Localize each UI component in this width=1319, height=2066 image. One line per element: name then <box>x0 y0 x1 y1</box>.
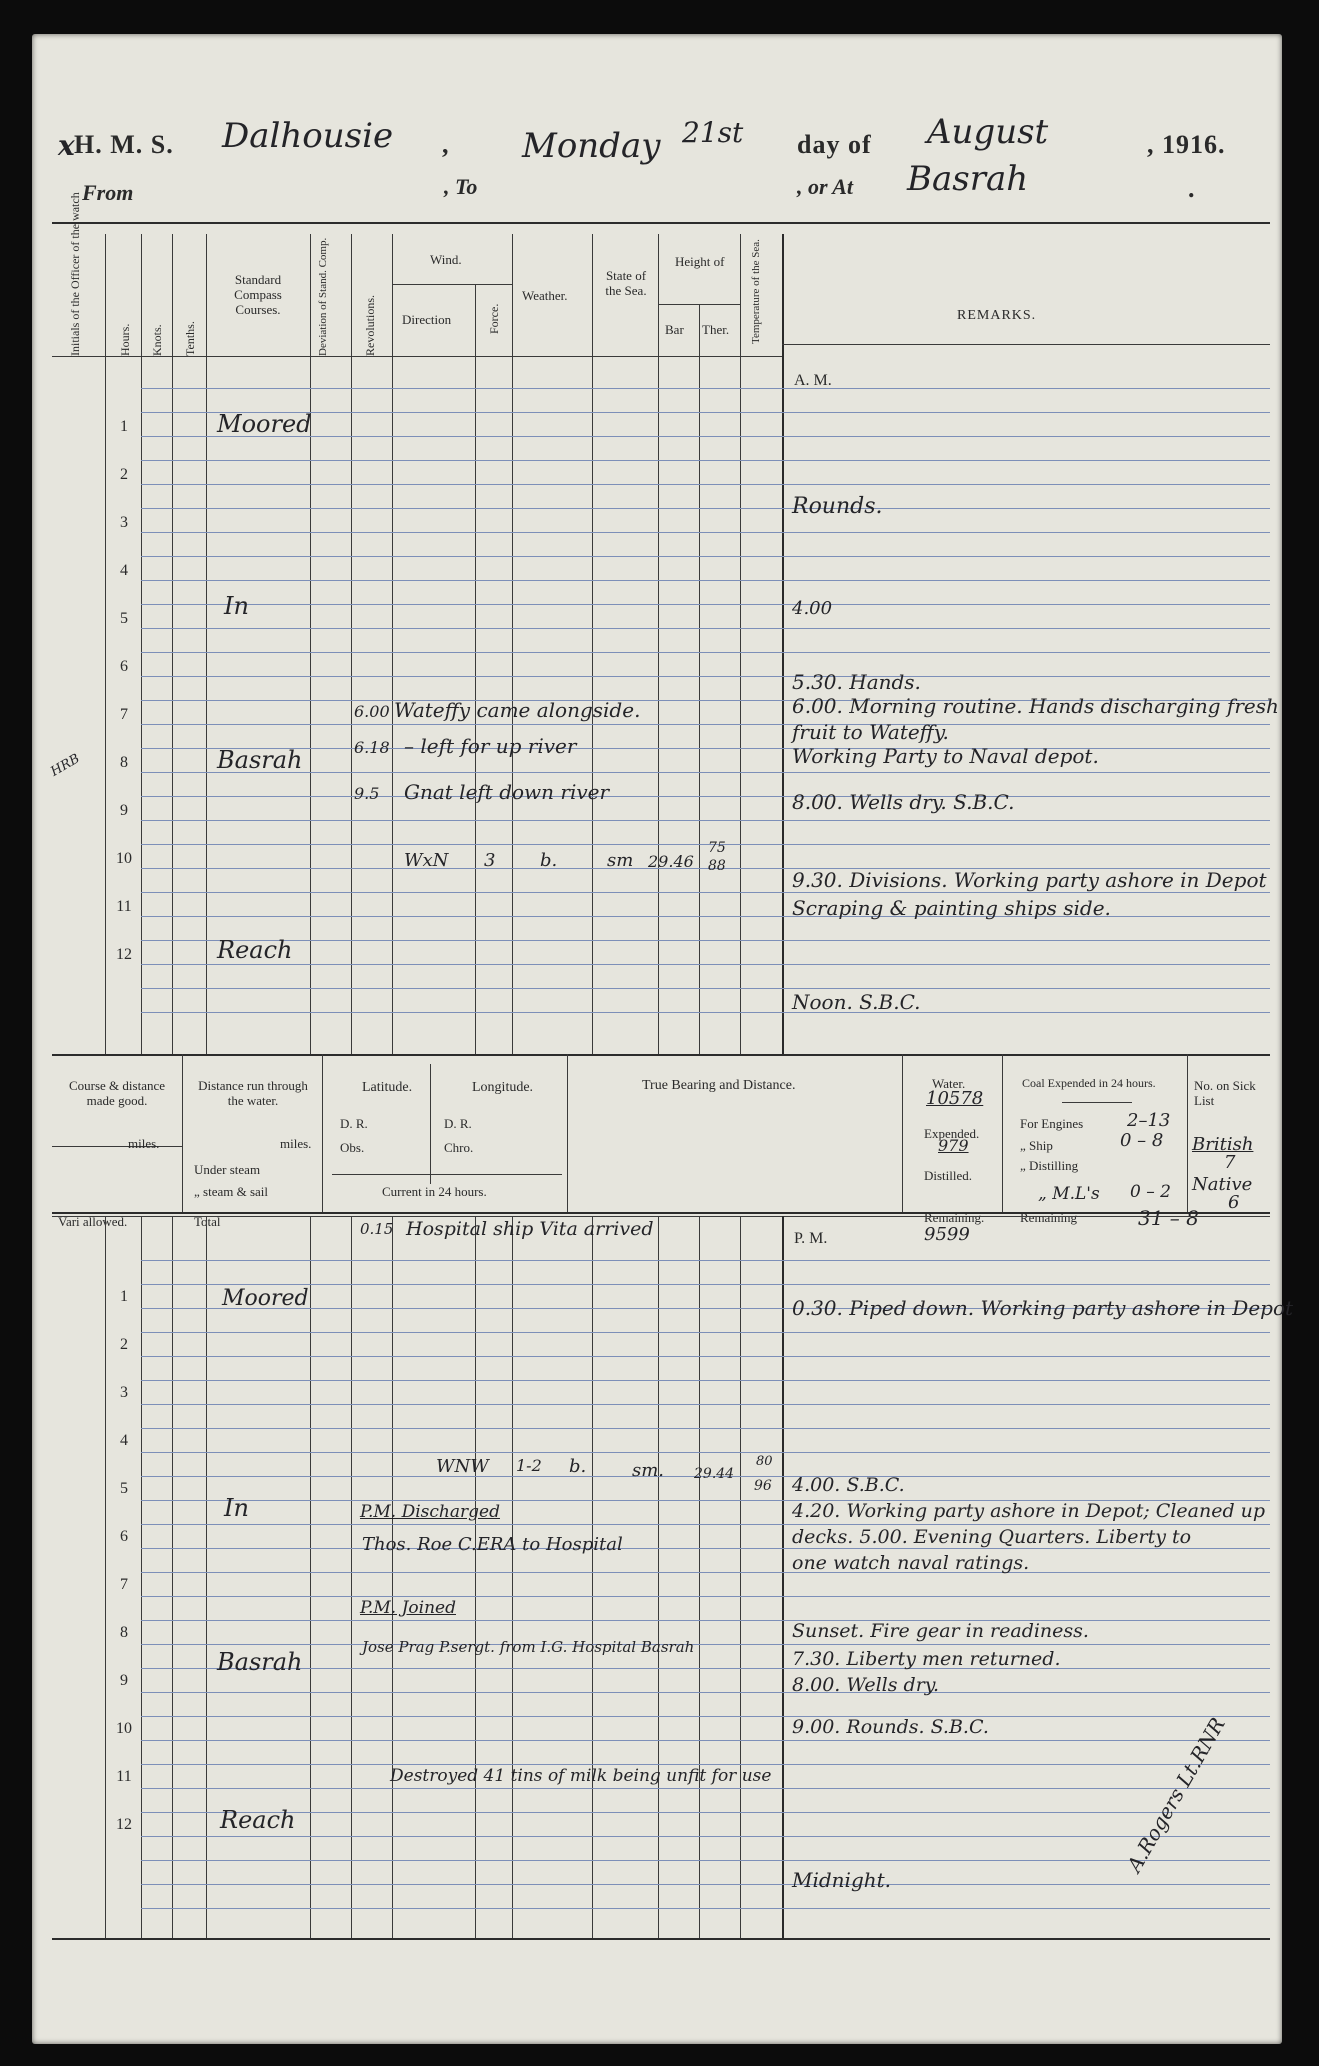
height-rule <box>658 304 740 305</box>
am-course-2: In <box>224 592 249 620</box>
pm-hour-12: 12 <box>116 1816 132 1833</box>
col-remarks: REMARKS. <box>957 308 1037 323</box>
ruled-line <box>141 964 1270 965</box>
am-event-time-1: 6.00 <box>354 702 390 721</box>
am-hour-3: 3 <box>120 514 128 531</box>
ruled-line <box>141 580 1270 581</box>
coal-remaining-label: Remaining <box>1020 1210 1078 1225</box>
am-remark-7: 8.00. Wells dry. S.B.C. <box>792 790 1015 814</box>
day-of-label: day of <box>797 130 872 159</box>
am-course-3: Basrah <box>217 746 303 774</box>
current-label: Current in 24 hours. <box>382 1184 487 1199</box>
ruled-line <box>141 1716 1270 1717</box>
col-line <box>658 234 659 1054</box>
pm-ther-top: 80 <box>756 1454 773 1469</box>
col-line <box>206 234 207 1054</box>
ruled-line <box>141 796 1270 797</box>
col-tenths: Tenths. <box>183 321 197 356</box>
am-hour-5: 5 <box>120 610 128 627</box>
pm-hour-1: 1 <box>120 1288 128 1305</box>
day-number: 21st <box>682 116 744 149</box>
obs-label: Obs. <box>340 1140 365 1155</box>
british-label: British <box>1192 1134 1254 1155</box>
am-ther-top: 75 <box>708 840 726 856</box>
am-hour-4: 4 <box>120 562 128 579</box>
am-event-text-1: Wateffy came alongside. <box>394 698 641 722</box>
ruled-line <box>141 1332 1270 1333</box>
col-bar: Bar <box>665 322 684 337</box>
am-remark-5: fruit to Wateffy. <box>792 720 949 744</box>
ruled-line <box>141 1572 1270 1573</box>
ruled-line <box>141 1620 1270 1621</box>
pm-remark-7: 7.30. Liberty men returned. <box>792 1648 1061 1670</box>
pm-col-line <box>141 1216 142 1938</box>
steam-sail-label: „ steam & sail <box>194 1184 269 1199</box>
mid-col-line <box>902 1054 903 1212</box>
col-initials: Initials of the Officer of the watch <box>68 192 82 356</box>
pm-remark-8: 8.00. Wells dry. <box>792 1674 940 1696</box>
col-direction: Direction <box>402 312 452 327</box>
pm-remark-5: one watch naval ratings. <box>792 1552 1030 1574</box>
ruled-line <box>141 988 1270 989</box>
col-line <box>141 234 142 1054</box>
engines-label: For Engines <box>1020 1116 1084 1131</box>
column-header-bottom <box>52 356 782 357</box>
discharged-line: Thos. Roe C.ERA to Hospital <box>362 1534 623 1555</box>
ruled-line <box>141 604 1270 605</box>
british-count: 7 <box>1224 1152 1236 1173</box>
pm-col-line <box>699 1216 700 1938</box>
ruled-line <box>141 1908 1270 1909</box>
am-hour-11: 11 <box>116 898 132 915</box>
pm-hour-11: 11 <box>116 1768 132 1785</box>
coal-remaining-value: 31 – 8 <box>1138 1206 1199 1230</box>
month: August <box>927 112 1049 152</box>
am-remark-8: 9.30. Divisions. Working party ashore in Depot <box>792 868 1267 892</box>
joined-line: Jose Prag P.sergt. from I.G. Hospital Basrah <box>362 1638 695 1656</box>
ruled-line <box>141 1764 1270 1765</box>
ruled-line <box>141 484 1270 485</box>
pm-weather: b. <box>569 1456 587 1477</box>
under-steam-label: Under steam <box>194 1162 261 1177</box>
expended-value: 979 <box>938 1136 969 1155</box>
true-bearing-label: True Bearing and Distance. <box>642 1078 796 1093</box>
am-force: 3 <box>484 850 496 871</box>
distilled-label: Distilled. <box>924 1168 973 1183</box>
pm-remark-2: 4.00. S.B.C. <box>792 1474 905 1496</box>
col-weather: Weather. <box>522 288 568 303</box>
ruled-line <box>141 628 1270 629</box>
coal-title: Coal Expended in 24 hours. <box>1022 1076 1156 1090</box>
hms-prefix: H. M. S. <box>74 130 174 159</box>
am-remark-2: 4.00 <box>792 598 833 619</box>
miles-label-1: miles. <box>128 1136 160 1151</box>
ruled-line <box>141 1452 1270 1453</box>
pm-remark-3: 4.20. Working party ashore in Depot; Cleaned up <box>792 1500 1266 1522</box>
distance-run-label: Distance run through the water. <box>198 1078 308 1108</box>
ruled-line <box>141 1596 1270 1597</box>
am-remark-9: Scraping & painting ships side. <box>792 896 1111 920</box>
col-force: Force. <box>487 303 501 334</box>
mid-col-line <box>567 1054 568 1212</box>
dr-label-2: D. R. <box>444 1116 472 1131</box>
pm-ther-bottom: 96 <box>754 1478 772 1494</box>
ruled-line <box>141 820 1270 821</box>
am-hour-12: 12 <box>116 946 132 963</box>
day-name: Monday <box>522 126 661 166</box>
ruled-line <box>141 1812 1270 1813</box>
am-remark-6: Working Party to Naval depot. <box>792 744 1099 768</box>
dr-label-1: D. R. <box>340 1116 368 1131</box>
sick-list-title: No. on Sick List <box>1194 1078 1256 1108</box>
pm-remark-10: Midnight. <box>792 1868 892 1892</box>
ruled-line <box>141 1404 1270 1405</box>
ruled-line <box>141 1884 1270 1885</box>
miles-label-2: miles. <box>280 1136 312 1151</box>
comma-1: , <box>442 130 450 159</box>
pm-course-1: Moored <box>222 1286 309 1311</box>
ruled-line <box>141 1668 1270 1669</box>
am-wind: WxN <box>404 850 449 871</box>
period: . <box>1188 174 1196 203</box>
am-ther-bottom: 88 <box>708 858 726 874</box>
pm-remark-9: 9.00. Rounds. S.B.C. <box>792 1716 989 1738</box>
ruled-line <box>141 460 1270 461</box>
ruled-line <box>141 1380 1270 1381</box>
remaining-label: Remaining. <box>924 1210 985 1225</box>
col-deviation: Deviation of Stand. Comp. <box>317 237 329 356</box>
am-sea: sm <box>607 850 634 871</box>
ruled-line <box>141 1524 1270 1525</box>
am-hour-7: 7 <box>120 706 128 723</box>
am-event-time-2: 6.18 <box>354 738 390 757</box>
am-hour-10: 10 <box>116 850 132 867</box>
ruled-line <box>141 1548 1270 1549</box>
col-line <box>392 234 393 1054</box>
pm-col-line <box>740 1216 741 1938</box>
ruled-line <box>141 652 1270 653</box>
ruled-line <box>141 1860 1270 1861</box>
ruled-line <box>141 1284 1270 1285</box>
year: , 1916. <box>1147 130 1226 159</box>
pm-hour-8: 8 <box>120 1624 128 1641</box>
pm-event-time-1: 0.15 <box>360 1220 394 1238</box>
col-line <box>310 234 311 1054</box>
pm-force: 1-2 <box>516 1456 542 1475</box>
course-distance-label: Course & distance made good. <box>68 1078 166 1108</box>
ruled-line <box>141 1836 1270 1837</box>
mid-col-line <box>430 1064 431 1184</box>
pm-event-text-1: Hospital ship Vita arrived <box>406 1218 654 1240</box>
pm-col-line <box>782 1216 784 1938</box>
pm-event-text-2: Destroyed 41 tins of milk being unfit for use <box>390 1766 772 1786</box>
am-weather: b. <box>540 850 558 871</box>
am-hour-1: 1 <box>120 418 128 435</box>
col-line <box>475 284 476 1054</box>
from-label: From <box>82 180 134 205</box>
water-value: 10578 <box>926 1088 984 1109</box>
pm-bar: 29.44 <box>694 1466 735 1482</box>
mid-col-line <box>182 1054 183 1212</box>
am-remark-4: 6.00. Morning routine. Hands discharging fresh <box>792 694 1279 718</box>
ruled-line <box>141 508 1270 509</box>
am-event-text-3: Gnat left down river <box>404 780 610 804</box>
col-temp-sea: Temperature of the Sea. <box>750 239 762 344</box>
col-line <box>699 304 700 1054</box>
col-courses: Standard Compass Courses. <box>234 272 282 317</box>
pm-sea: sm. <box>632 1460 665 1481</box>
col-line <box>105 234 106 1054</box>
pm-hour-10: 10 <box>116 1720 132 1737</box>
pm-remark-6: Sunset. Fire gear in readiness. <box>792 1620 1089 1642</box>
latitude-label: Latitude. <box>362 1080 413 1095</box>
pm-col-line <box>172 1216 173 1938</box>
pm-col-line <box>206 1216 207 1938</box>
pm-hour-9: 9 <box>120 1672 128 1689</box>
pm-hour-2: 2 <box>120 1336 128 1353</box>
ruled-line <box>141 1012 1270 1013</box>
header-rule <box>52 222 1270 224</box>
ruled-line <box>141 676 1270 677</box>
am-remark-10: Noon. S.B.C. <box>792 990 921 1014</box>
am-remark-1: Rounds. <box>792 494 883 519</box>
ship-label: „ Ship <box>1020 1138 1053 1153</box>
pm-course-4: Reach <box>220 1806 296 1834</box>
water-label: Water. <box>932 1076 966 1091</box>
vari-allowed-label: Vari allowed. <box>58 1214 128 1229</box>
pm-wind: WNW <box>436 1456 489 1477</box>
ruled-line <box>141 940 1270 941</box>
engines-value: 2–13 <box>1127 1110 1171 1131</box>
ruled-line <box>141 1260 1270 1261</box>
native-label: Native <box>1192 1174 1253 1195</box>
pm-col-line <box>351 1216 352 1938</box>
pm-col-line <box>658 1216 659 1938</box>
pm-hour-7: 7 <box>120 1576 128 1593</box>
ruled-line <box>141 1644 1270 1645</box>
ruled-line <box>141 892 1270 893</box>
col-line <box>740 234 741 1054</box>
chro-label: Chro. <box>444 1140 474 1155</box>
coal-rule <box>1062 1102 1132 1103</box>
pm-col-line <box>310 1216 311 1938</box>
mid-col-line <box>1002 1054 1003 1212</box>
ruled-line <box>141 556 1270 557</box>
pm-course-3: Basrah <box>217 1648 303 1676</box>
longitude-label: Longitude. <box>472 1080 534 1095</box>
col-line <box>782 234 784 1054</box>
pm-col-line <box>512 1216 513 1938</box>
pm-top-rule <box>52 1216 1270 1217</box>
mid-rule <box>332 1174 562 1175</box>
ruled-line <box>141 1788 1270 1789</box>
mid-bottom-rule <box>52 1212 1270 1214</box>
pm-hour-3: 3 <box>120 1384 128 1401</box>
pm-hour-4: 4 <box>120 1432 128 1449</box>
ruled-line <box>141 844 1270 845</box>
am-event-time-3: 9.5 <box>354 784 380 803</box>
signature: A.Rogers Lt.RNR <box>1122 1713 1230 1876</box>
ruled-line <box>141 388 1270 389</box>
pm-label: P. M. <box>794 1230 828 1247</box>
ship-value: 0 – 8 <box>1120 1130 1164 1151</box>
remaining-value: 9599 <box>924 1224 970 1245</box>
am-hour-6: 6 <box>120 658 128 675</box>
remarks-rule <box>782 344 1270 345</box>
total-label: Total <box>194 1214 221 1229</box>
pm-remark-1: 0.30. Piped down. Working party ashore in Depot <box>792 1296 1294 1320</box>
ruled-line <box>141 748 1270 749</box>
ship-name: Dalhousie <box>222 116 394 156</box>
pm-course-2: In <box>224 1494 249 1522</box>
am-initials: HRB <box>48 751 83 780</box>
am-bar: 29.46 <box>648 852 694 871</box>
am-course-4: Reach <box>217 936 293 964</box>
pm-remark-4: decks. 5.00. Evening Quarters. Liberty to <box>792 1526 1192 1548</box>
or-at-label: , or At <box>797 174 854 199</box>
pm-col-line <box>392 1216 393 1938</box>
col-wind: Wind. <box>430 252 462 267</box>
mid-col-line <box>1187 1054 1188 1212</box>
ruled-line <box>141 1740 1270 1741</box>
ruled-line <box>141 532 1270 533</box>
mid-top-rule <box>52 1054 1270 1056</box>
col-line <box>512 234 513 1054</box>
col-revolutions: Revolutions. <box>363 294 377 356</box>
native-count: 6 <box>1228 1192 1240 1213</box>
am-hour-9: 9 <box>120 802 128 819</box>
strike-mark: x <box>58 129 75 162</box>
bottom-rule <box>52 1938 1270 1940</box>
pm-hour-6: 6 <box>120 1528 128 1545</box>
mls-value: 0 – 2 <box>1130 1182 1171 1202</box>
expended-label: Expended. <box>924 1126 980 1141</box>
col-knots: Knots. <box>150 324 164 356</box>
wind-rule <box>392 284 512 285</box>
location: Basrah <box>907 159 1029 199</box>
joined-heading: P.M. Joined <box>360 1598 456 1618</box>
col-sea: State of the Sea. <box>605 268 647 298</box>
pm-hour-5: 5 <box>120 1480 128 1497</box>
am-label: A. M. <box>794 372 832 389</box>
discharged-heading: P.M. Discharged <box>360 1502 500 1522</box>
distilling-label: „ Distilling <box>1020 1158 1079 1173</box>
col-ther: Ther. <box>702 322 730 337</box>
ruled-line <box>141 772 1270 773</box>
mid-rule <box>52 1146 182 1147</box>
pm-col-line <box>592 1216 593 1938</box>
mls-label: „ M.L's <box>1038 1184 1100 1204</box>
ruled-line <box>141 1356 1270 1357</box>
col-height-of: Height of <box>675 254 725 269</box>
col-line <box>172 234 173 1054</box>
to-label: , To <box>444 174 478 199</box>
col-hours: Hours. <box>118 323 132 356</box>
mid-col-line <box>322 1054 323 1212</box>
col-line <box>592 234 593 1054</box>
ruled-line <box>141 724 1270 725</box>
pm-col-line <box>105 1216 106 1938</box>
am-hour-8: 8 <box>120 754 128 771</box>
am-course-1: Moored <box>217 410 312 438</box>
am-hour-2: 2 <box>120 466 128 483</box>
col-line <box>351 234 352 1054</box>
ruled-line <box>141 1428 1270 1429</box>
log-sheet <box>32 34 1294 2044</box>
ruled-line <box>141 1692 1270 1693</box>
am-event-text-2: – left for up river <box>404 734 577 758</box>
am-remark-3: 5.30. Hands. <box>792 670 921 694</box>
pm-col-line <box>475 1216 476 1938</box>
